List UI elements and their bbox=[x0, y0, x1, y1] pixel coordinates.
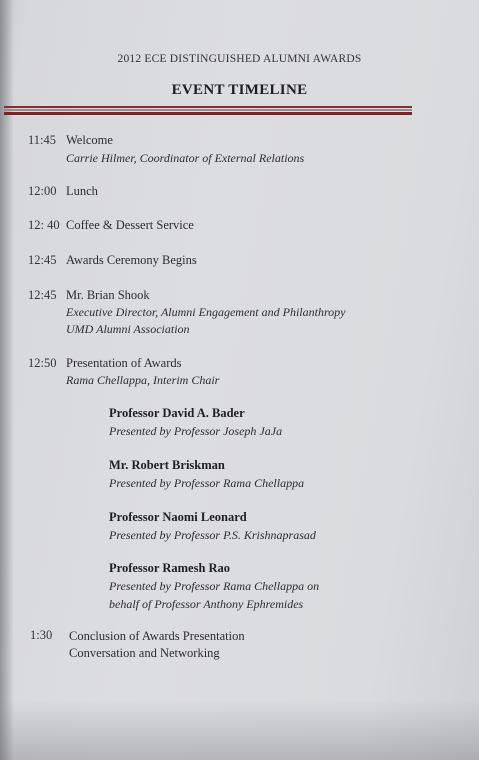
timeline-item-welcome: Welcome bbox=[66, 133, 113, 147]
awardee-presenter: Presented by Professor P.S. Krishnaprasad bbox=[109, 528, 316, 542]
awards-title: 2012 ECE DISTINGUISHED ALUMNI AWARDS bbox=[117, 53, 362, 65]
awardee-name: Professor Ramesh Rao bbox=[109, 561, 231, 575]
awardee-presenter-continued: behalf of Professor Anthony Ephremides bbox=[109, 597, 304, 611]
timeline-presentation-chair: Rama Chellappa, Interim Chair bbox=[66, 373, 220, 387]
timeline-time-lunch: 12:00 bbox=[28, 184, 57, 198]
awardee-name: Mr. Robert Briskman bbox=[109, 458, 225, 472]
header-rule-gray bbox=[4, 109, 412, 111]
timeline-time-conclusion: 1:30 bbox=[30, 628, 53, 642]
header-rule-red-bottom bbox=[4, 112, 412, 115]
timeline-welcome-speaker: Carrie Hilmer, Coordinator of External Relations bbox=[66, 151, 305, 165]
awardee-presenter: Presented by Professor Joseph JaJa bbox=[109, 424, 283, 438]
timeline-time-ceremony: 12:45 bbox=[28, 253, 57, 267]
timeline-item-networking: Conversation and Networking bbox=[69, 646, 220, 660]
timeline-shook-title: Executive Director, Alumni Engagement and Philanthropy bbox=[66, 305, 346, 319]
timeline-time-coffee: 12: 40 bbox=[28, 218, 60, 232]
awardee-presenter: Presented by Professor Rama Chellappa bbox=[109, 476, 305, 490]
page-bottom-shadow bbox=[0, 700, 479, 760]
header-rule-red-top bbox=[4, 106, 412, 108]
timeline-item-ceremony: Awards Ceremony Begins bbox=[66, 253, 197, 267]
timeline-item-coffee: Coffee & Dessert Service bbox=[66, 218, 194, 232]
event-timeline-title: EVENT TIMELINE bbox=[171, 82, 308, 98]
timeline-time-welcome: 11:45 bbox=[28, 133, 57, 147]
timeline-time-presentation: 12:50 bbox=[28, 356, 57, 370]
timeline-shook-organization: UMD Alumni Association bbox=[66, 322, 190, 336]
timeline-item-presentation: Presentation of Awards bbox=[66, 356, 182, 370]
awardee-presenter: Presented by Professor Rama Chellappa on bbox=[109, 579, 320, 593]
timeline-item-lunch: Lunch bbox=[66, 184, 98, 198]
timeline-item-shook: Mr. Brian Shook bbox=[66, 288, 150, 302]
awardee-name: Professor Naomi Leonard bbox=[109, 510, 247, 524]
timeline-time-shook: 12:45 bbox=[28, 288, 57, 302]
awardee-name: Professor David A. Bader bbox=[109, 406, 245, 420]
timeline-item-conclusion: Conclusion of Awards Presentation bbox=[69, 629, 245, 643]
